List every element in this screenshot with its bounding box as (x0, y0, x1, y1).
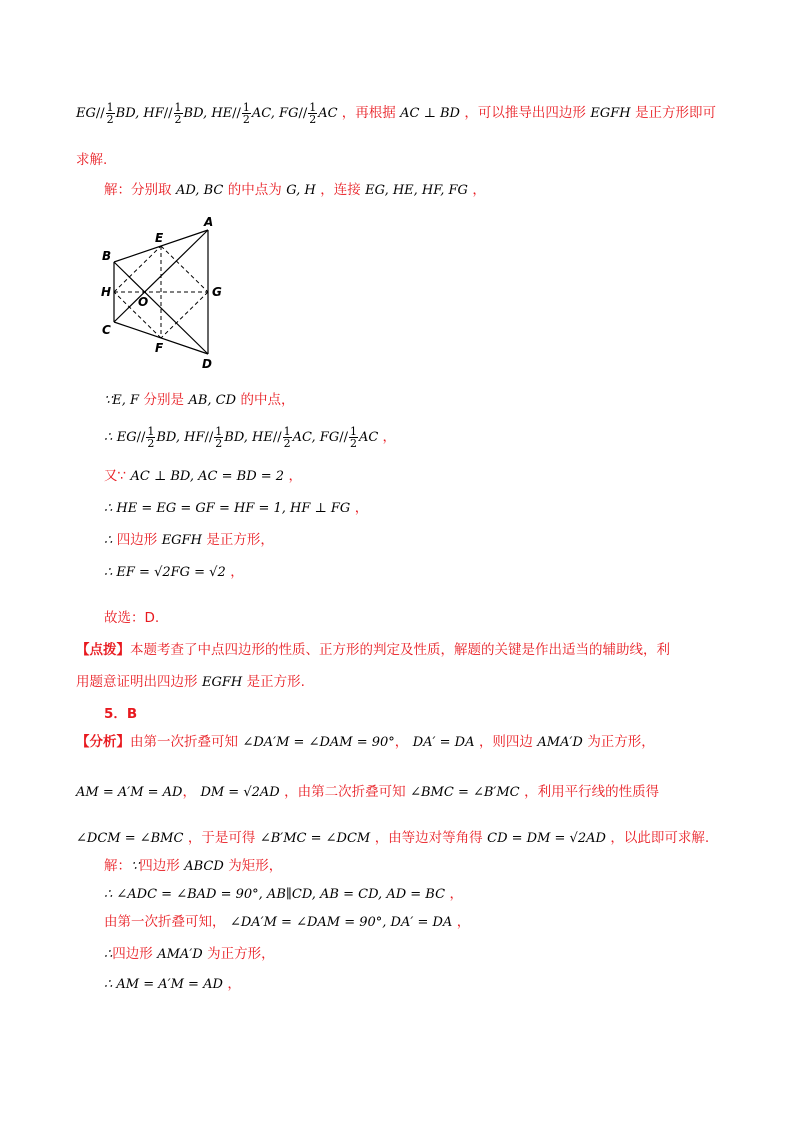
q5-number: 5．B (104, 706, 138, 722)
tip-text2: 用题意证明出四边形 (76, 674, 198, 690)
q5-b1-label: 解： (104, 858, 131, 874)
tip-line-1 (76, 640, 670, 660)
q5-b3-text: 由第一次折叠可知， (104, 914, 226, 930)
q5-solution-4 (104, 944, 275, 965)
q5-b3-end: ， (456, 914, 471, 930)
step6-end: ， (230, 564, 244, 580)
q5-a3-math2: ∠B′MC = ∠DCM (259, 831, 371, 846)
solution-mid: 的中点为 (227, 182, 282, 198)
q5-b5-end: ， (227, 976, 241, 992)
q5-b2-end: ， (449, 886, 463, 902)
geometry-diagram (96, 212, 226, 372)
tip-label: 【点拨】 (76, 642, 130, 658)
q5-b1-shape: ABCD (184, 859, 224, 874)
step2-formula: EG// $\frac{1}{2}$ BD, HF// $\frac{1}{2}$ BD, HE// $\frac{1}{2}$ AC, FG// $\frac{1}{2}$ AC (116, 425, 383, 450)
label-H: H (101, 285, 112, 299)
solution-end: ， (472, 182, 486, 198)
step-6 (104, 562, 244, 583)
label-G: G (212, 285, 222, 299)
intro-line-2: 求解. (76, 152, 108, 168)
step2-end: ， (382, 429, 396, 445)
label-F: F (155, 341, 164, 355)
q5-analysis-2 (76, 782, 659, 803)
label-E: E (155, 231, 164, 245)
q5-b4-end: 为正方形， (207, 946, 275, 962)
step-2 (104, 426, 396, 449)
q5-solution-3 (104, 912, 470, 933)
label-A: A (204, 215, 214, 229)
step3-pre: 又∵ (104, 468, 127, 484)
intro-text-1: ，再根据 (341, 105, 396, 121)
q5-analysis-3 (76, 828, 709, 849)
step5-shape: EGFH (161, 533, 202, 548)
answer-line: 故选：D. (104, 610, 160, 626)
solution-seg: AD, BC (175, 183, 224, 198)
q5-a2-math: AM = A′M = AD (76, 785, 183, 800)
step5-text2: 是正方形， (206, 532, 274, 548)
q5-analysis-1 (76, 732, 655, 753)
q5-b4-therefore: ∴ (104, 947, 113, 962)
q5-a1-shape: AMA′D (537, 735, 583, 750)
solution-start (104, 180, 486, 201)
q5-a2-math3: ∠BMC = ∠B′MC (410, 785, 520, 800)
q5-a1-end: 为正方形， (587, 734, 655, 750)
label-O: O (138, 295, 149, 309)
intro-cond: AC ⊥ BD (400, 106, 460, 121)
intro-text-3: 是正方形即可 (635, 105, 717, 121)
step5-text1: 四边形 (116, 532, 158, 548)
q5-a1-comma: ， (394, 734, 409, 750)
q5-a3-math3: CD = DM = √2AD (487, 831, 606, 846)
step1-end: 的中点， (240, 392, 295, 408)
step-3 (104, 466, 302, 487)
solution-label: 解：分别取 (104, 182, 172, 198)
q5-a2-math2: DM = √2AD (200, 785, 280, 800)
q5-a1-math2: DA′ = DA (412, 735, 475, 750)
intro-text-2: ，可以推导出四边形 (464, 105, 586, 121)
q5-b3-math: ∠DA′M = ∠DAM = 90°, DA′ = DA (229, 915, 453, 930)
step-4 (104, 498, 368, 519)
q5-b5-math: ∴ AM = A′M = AD (104, 977, 223, 992)
solution-pts: G, H (286, 183, 316, 198)
q5-a2-text: ，由第二次折叠可知 (284, 784, 406, 800)
step1-math: ∵E, F (104, 393, 140, 408)
q5-a2-comma: ， (182, 784, 196, 800)
q5-a3-text: ，于是可得 (187, 830, 256, 846)
q5-b1-because: ∵ (131, 859, 140, 874)
q5-b4-shape: AMA′D (157, 947, 203, 962)
intro-formula: EG// $\frac{1}{2}$ BD, HF// $\frac{1}{2}$ BD, HE// $\frac{1}{2}$ AC, FG// $\frac{1}{2}$ AC (76, 101, 342, 126)
q5-a2-end: ，利用平行线的性质得 (524, 784, 660, 800)
step3-end: ， (288, 468, 302, 484)
step5-therefore: ∴ (104, 533, 113, 548)
q5-a1-text: 由第一次折叠可知 (130, 734, 238, 750)
q5-analysis-label: 【分析】 (76, 734, 130, 750)
step4-math: ∴ HE = EG = GF = HF = 1, HF ⊥ FG (104, 501, 351, 516)
label-D: D (202, 357, 212, 371)
q5-b1-text: 四边形 (139, 858, 180, 874)
q5-a3-math: ∠DCM = ∠BMC (76, 831, 184, 846)
label-C: C (102, 323, 111, 337)
step-5 (104, 530, 274, 551)
q5-a1-text2: ，则四边 (478, 734, 533, 750)
step-1 (104, 390, 294, 411)
q5-a1-math: ∠DA′M = ∠DAM = 90° (242, 735, 395, 750)
q5-b4-text: 四边形 (112, 946, 153, 962)
step1-seg: AB, CD (188, 393, 237, 408)
tip-text1: 本题考查了中点四边形的性质、正方形的判定及性质，解题的关键是作出适当的辅助线，利 (130, 642, 670, 658)
q5-solution-1 (104, 856, 282, 877)
tip-shape: EGFH (201, 675, 243, 690)
step4-end: ， (354, 500, 369, 516)
solution-segs: EG, HE, HF, FG (365, 183, 468, 198)
step3-math: AC ⊥ BD, AC = BD = 2 (130, 469, 285, 484)
solution-connect: ，连接 (320, 182, 361, 198)
q5-solution-2 (104, 884, 463, 905)
step6-math: ∴ EF = √2FG = √2 (104, 565, 226, 580)
intro-shape: EGFH (590, 106, 631, 121)
step2-therefore: ∴ (104, 430, 113, 445)
q5-b2-math: ∴ ∠ADC = ∠BAD = 90°, AB∥CD, AB = CD, AD = BC (104, 887, 446, 902)
q5-a3-text2: ，由等边对等角得 (374, 830, 483, 846)
label-B: B (102, 249, 112, 263)
q5-solution-5 (104, 974, 241, 995)
tip-line-2 (76, 672, 305, 693)
q5-b1-end: 为矩形， (228, 858, 283, 874)
q5-a3-end: ，以此即可求解. (610, 830, 710, 846)
tip-text3: 是正方形. (246, 674, 305, 690)
step1-text: 分别是 (143, 392, 184, 408)
intro-line-1 (76, 102, 716, 125)
